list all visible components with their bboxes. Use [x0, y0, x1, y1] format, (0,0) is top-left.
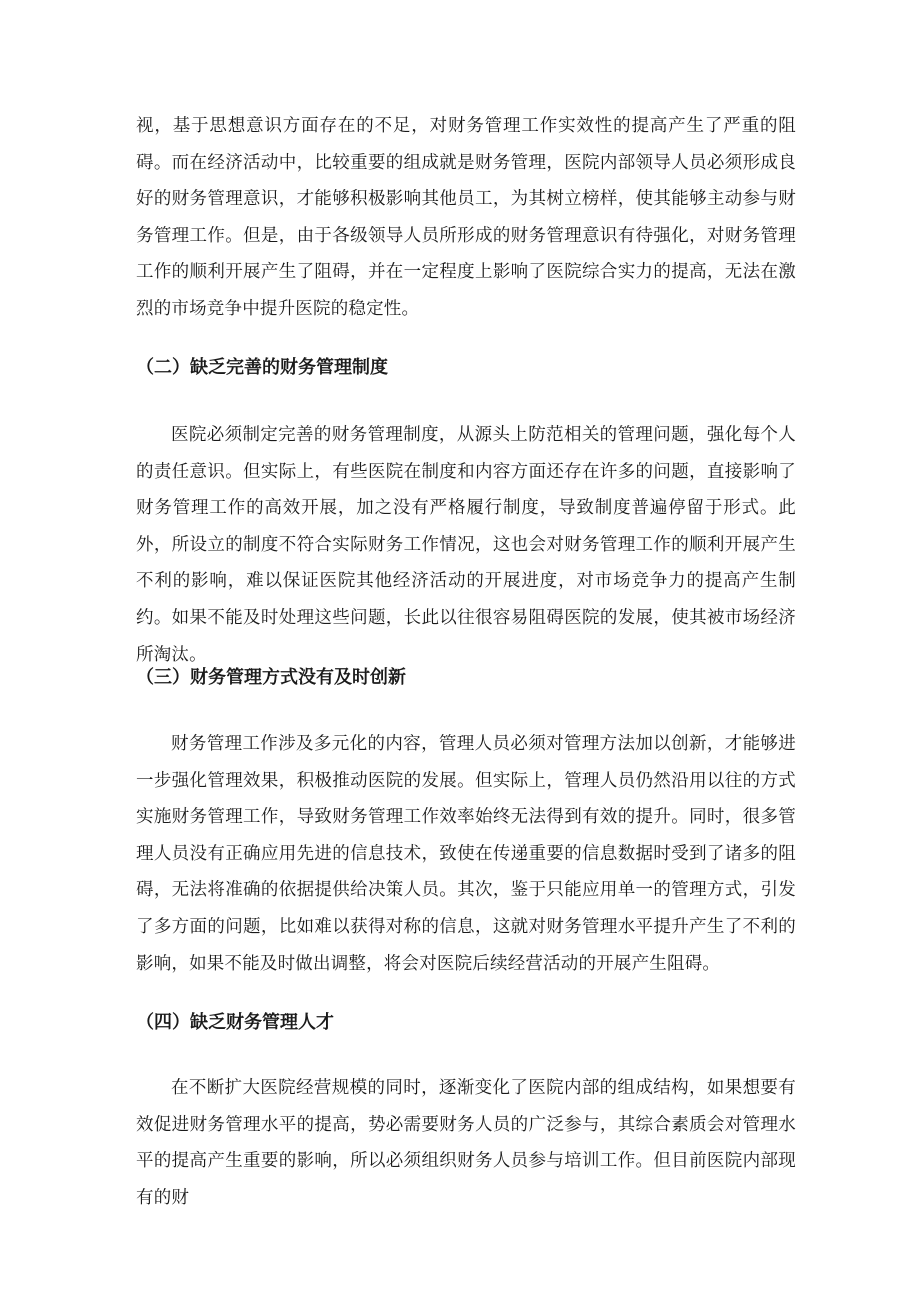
- section-heading-4: （四）缺乏财务管理人才: [136, 1012, 334, 1033]
- section-heading-2: （二）缺乏完善的财务管理制度: [136, 357, 388, 378]
- paragraph-section-4: 在不断扩大医院经营规模的同时，逐渐变化了医院内部的组成结构，如果想要有效促进财务管理水平的提高，势必需要财务人员的广泛参与，其综合素质会对管理水平的提高产生重要的影响，所以必须组织财务人员参与培训工作。但目前医院内部现有的财: [136, 1078, 796, 1208]
- section-heading-3: （三）财务管理方式没有及时创新: [136, 667, 406, 688]
- paragraph-section-3: 财务管理工作涉及多元化的内容，管理人员必须对管理方法加以创新，才能够进一步强化管理效果，积极推动医院的发展。但实际上，管理人员仍然沿用以往的方式实施财务管理工作，导致财务管理工作效率始终无法得到有效的提升。同时，很多管理人员没有正确应用先进的信息技术，致使在传递重要的信息数据时受到了诸多的阻碍，无法将准确的依据提供给决策人员。其次，鉴于只能应用单一的管理方式，引发了多方面的问题，比如难以获得对称的信息，这就对财务管理水平提升产生了不利的影响，如果不能及时做出调整，将会对医院后续经营活动的开展产生阻碍。: [136, 734, 796, 974]
- paragraph-section-2: 医院必须制定完善的财务管理制度，从源头上防范相关的管理问题，强化每个人的责任意识。但实际上，有些医院在制度和内容方面还存在许多的问题，直接影响了财务管理工作的高效开展，加之没有严格履行制度，导致制度普遍停留于形式。此外，所设立的制度不符合实际财务工作情况，这也会对财务管理工作的顺利开展产生不利的影响，难以保证医院其他经济活动的开展进度，对市场竞争力的提高产生制约。如果不能及时处理这些问题，长此以往很容易阻碍医院的发展，使其被市场经济所淘汰。: [136, 425, 796, 665]
- paragraph-continuation: 视，基于思想意识方面存在的不足，对财务管理工作实效性的提高产生了严重的阻碍。而在经济活动中，比较重要的组成就是财务管理，医院内部领导人员必须形成良好的财务管理意识，才能够积极影响其他员工，为其树立榜样，使其能够主动参与财务管理工作。但是，由于各级领导人员所形成的财务管理意识有待强化，对财务管理工作的顺利开展产生了阻碍，并在一定程度上影响了医院综合实力的提高，无法在激烈的市场竞争中提升医院的稳定性。: [136, 116, 796, 319]
